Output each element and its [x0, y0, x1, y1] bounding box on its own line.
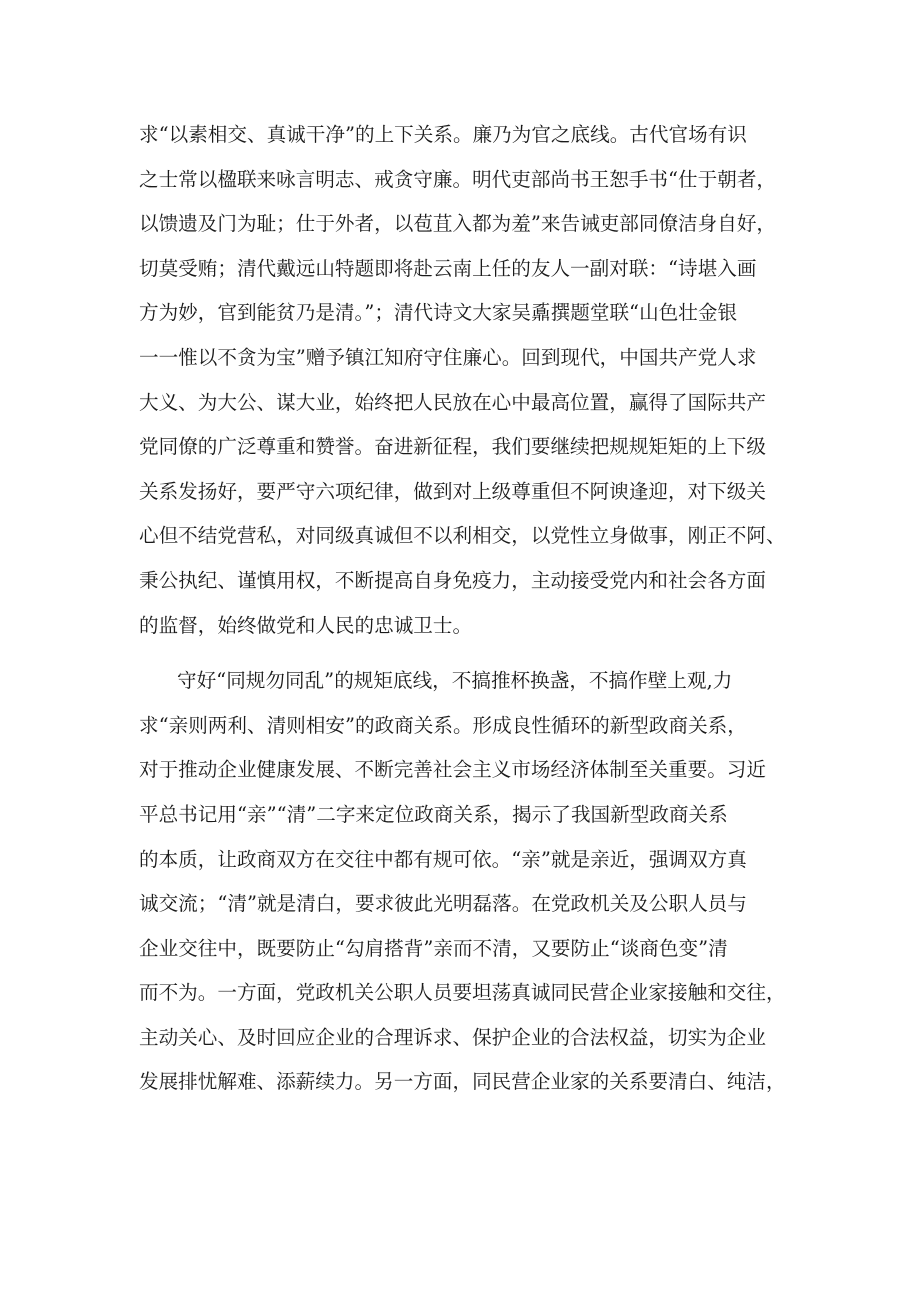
document-body: [139, 113, 799, 1105]
paragraph-2-line-7: 企业交往中，既要防止“勾肩搭背”亲而不清，又要防止“谈商色变”清: [139, 936, 728, 960]
paragraph-2-line-5: 的本质，让政商双方在交往中都有规可依。“亲”就是亲近，强调双方真: [139, 847, 747, 871]
paragraph-2-line-2: 求“亲则两利、清则相安”的政商关系。形成良性循环的新型政商关系，: [139, 713, 747, 737]
paragraph-1-line-7: 大义、为大公、谋大业，始终把人民放在心中最高位置，赢得了国际共产: [139, 390, 766, 414]
paragraph-1-line-6: 一一惟以不贪为宝”赠予镇江知府守住廉心。回到现代，中国共产党人求: [139, 345, 757, 369]
paragraph-2: [139, 659, 799, 1105]
paragraph-2-line-8: 而不为。一方面，党政机关公职人员要坦荡真诚同民营企业家接触和交往，: [139, 981, 786, 1005]
paragraph-2-line-4: 平总书记用“亲”“清”二字来定位政商关系，揭示了我国新型政商关系: [139, 802, 728, 826]
paragraph-1-line-12: 的监督，始终做党和人民的忠诚卫士。: [139, 613, 473, 637]
paragraph-2-line-3: 对于推动企业健康发展、不断完善社会主义市场经济体制至关重要。习近: [139, 758, 766, 782]
paragraph-1-line-1: 求“以素相交、真诚干净”的上下关系。廉乃为官之底线。古代官场有识: [139, 123, 747, 146]
paragraph-1-line-3: 以馈遗及门为耻；仕于外者，以苞苴入都为羞”来告诫吏部同僚洁身自好，: [139, 212, 777, 236]
paragraph-1: [139, 113, 799, 648]
paragraph-2-line-1: 守好“同规勿同乱”的规矩底线，不搞推杯换盏，不搞作壁上观,力: [177, 669, 733, 693]
paragraph-2-line-9: 主动关心、及时回应企业的合理诉求、保护企业的合法权益，切实为企业: [139, 1025, 766, 1049]
paragraph-1-line-8: 党同僚的广泛尊重和赞誉。奋进新征程，我们要继续把规规矩矩的上下级: [139, 435, 766, 459]
paragraph-1-line-2: 之士常以楹联来咏言明志、戒贪守廉。明代吏部尚书王恕手书“仕于朝者，: [139, 167, 777, 191]
paragraph-2-line-6: 诚交流；“清”就是清白，要求彼此光明磊落。在党政机关及公职人员与: [139, 892, 747, 916]
paragraph-2-line-10: 发展排忧解难、添薪续力。另一方面，同民营企业家的关系要清白、纯洁，: [139, 1070, 786, 1094]
paragraph-gap: [139, 648, 799, 659]
paragraph-1-line-11: 秉公执纪、谨慎用权，不断提高自身免疫力，主动接受党内和社会各方面: [139, 568, 766, 592]
paragraph-1-line-10: 心但不结党营私，对同级真诚但不以利相交，以党性立身做事，刚正不阿、: [139, 524, 786, 548]
paragraph-1-line-5: 方为妙，官到能贫乃是清。”；清代诗文大家吴鼒撰题堂联“山色壮金银: [139, 301, 738, 325]
paragraph-1-line-9: 关系发扬好，要严守六项纪律，做到对上级尊重但不阿谀逢迎，对下级关: [139, 479, 766, 503]
paragraph-1-line-4: 切莫受贿；清代戴远山特题即将赴云南上任的友人一副对联：“诗堪入画: [139, 256, 757, 280]
